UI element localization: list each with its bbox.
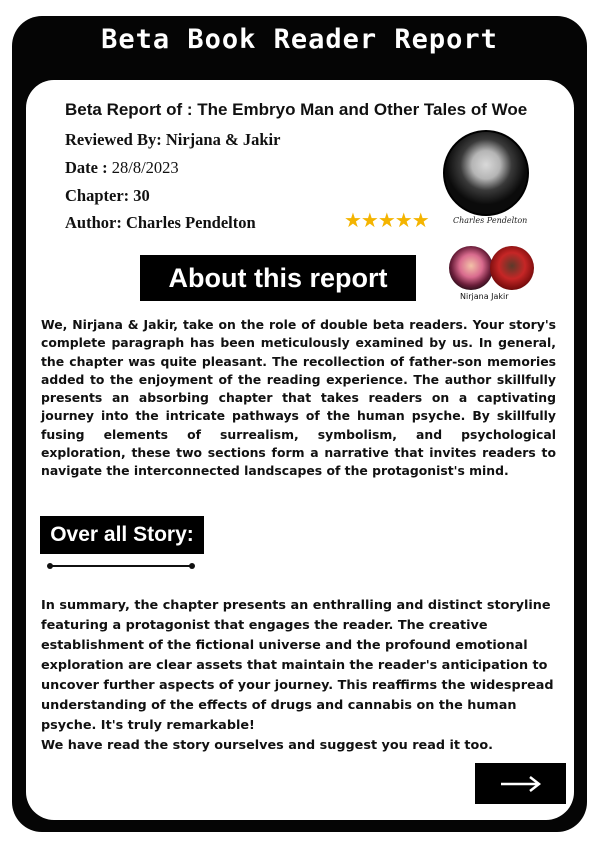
reviewed-by-line xyxy=(65,130,280,150)
reviewed-by-value: Nirjana & Jakir xyxy=(165,130,281,149)
reviewer-names: Nirjana Jakir xyxy=(460,292,509,301)
author-avatar xyxy=(443,130,529,216)
date-label: Date : xyxy=(65,158,108,177)
reviewer-avatar-nirjana xyxy=(449,246,493,290)
chapter-line xyxy=(65,186,150,206)
reviewed-by-label: Reviewed By: xyxy=(65,130,162,149)
date-value: 28/8/2023 xyxy=(111,158,179,177)
summary-section xyxy=(41,596,566,756)
next-page-button[interactable] xyxy=(475,763,566,804)
overall-heading: Over all Story: xyxy=(40,516,204,554)
report-book-title: Beta Report of : The Embryo Man and Other Tales of Woe xyxy=(65,100,528,119)
date-line xyxy=(65,158,179,178)
rating-stars: ★★★★★ xyxy=(344,208,429,232)
author-value: Charles Pendelton xyxy=(125,213,256,232)
author-signature: Charles Pendelton xyxy=(453,216,528,225)
chapter-label: Chapter: xyxy=(65,186,130,205)
section-divider xyxy=(50,565,192,567)
recommendation-paragraph: We have read the story ourselves and suggest you read it too. xyxy=(41,738,493,753)
arrow-right-icon xyxy=(500,776,542,792)
author-line xyxy=(65,213,256,233)
chapter-value: 30 xyxy=(133,186,150,205)
summary-paragraph: In summary, the chapter presents an enthralling and distinct storyline featuring a protagonist that engages the reader. The creative establishment of the fictional universe and the profound emotional exploration are clear assets that maintain the reader's anticipation to uncover further aspects of your journey. This reaffirms the widespread understanding of the effects of drugs and cannabis on the human psyche. It's truly remarkable! xyxy=(41,598,554,733)
about-heading: About this report xyxy=(140,255,416,301)
page-title: Beta Book Reader Report xyxy=(101,24,498,55)
about-paragraph: We, Nirjana & Jakir, take on the role of double beta readers. Your story's complete paragraph has been meticulously examined by us. In general, the chapter was quite pleasant. The recollection of father-son memories added to the enjoyment of the reading experience. The author skillfully presents an absorbing chapter that takes readers on a captivating journey into the intricate pathways of the human psyche. By skillfully fusing elements of surrealism, symbolism, and psychological exploration, these two sections form a narrative that invites readers to navigate the interconnected landscapes of the protagonist's mind. xyxy=(41,317,556,479)
author-label: Author: xyxy=(65,213,122,232)
reviewer-avatar-jakir xyxy=(490,246,534,290)
